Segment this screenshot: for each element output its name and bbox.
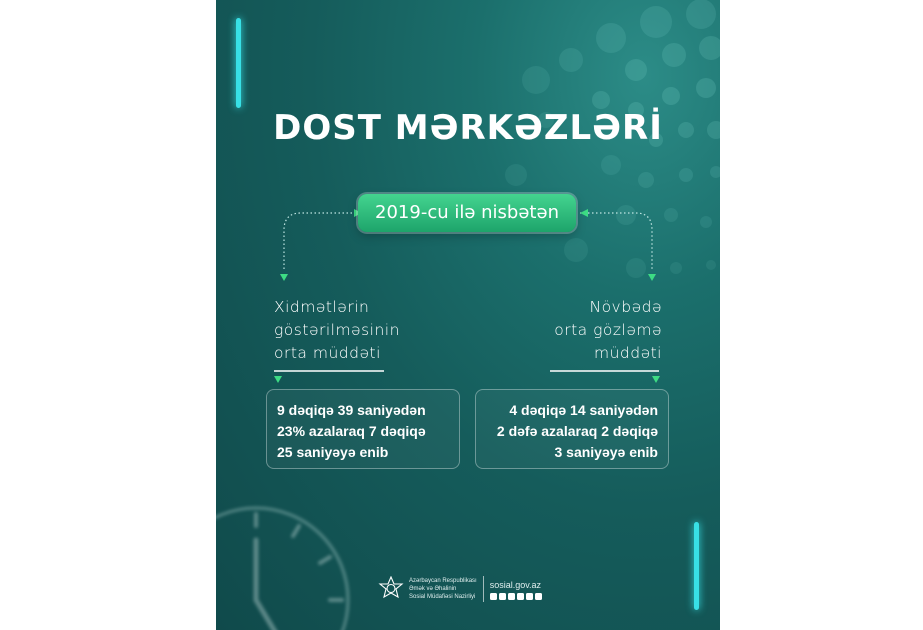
service-duration-label [274, 296, 400, 365]
queue-wait-box [475, 389, 669, 469]
service-duration-box [266, 389, 460, 469]
label-line: Xidmətlərin [274, 298, 370, 316]
value-line: 9 dəqiqə 39 saniyədən [277, 402, 426, 418]
label-line: orta müddəti [274, 344, 381, 362]
queue-wait-label [554, 296, 662, 365]
ministry-emblem-icon [378, 576, 404, 602]
ministry-name [409, 577, 477, 601]
page-title: DOST MƏRKƏZLƏRİ [273, 108, 663, 148]
label-line: Növbədə [589, 298, 662, 316]
ministry-line: Sosial Müdafiəsi Nazirliyi [409, 594, 476, 600]
value-line: 4 dəqiqə 14 saniyədən [509, 402, 658, 418]
facebook-icon[interactable] [490, 593, 497, 600]
instagram-icon[interactable] [499, 593, 506, 600]
comparison-pill: 2019-cu ilə nisbətən [358, 194, 576, 232]
ministry-line: Azərbaycan Respublikası [409, 578, 477, 584]
value-line: 2 dəfə azalaraq 2 dəqiqə [496, 423, 658, 439]
value-line: 3 saniyəyə enib [554, 444, 658, 460]
telegram-icon[interactable] [508, 593, 515, 600]
tiktok-icon[interactable] [517, 593, 524, 600]
value-line: 23% azalaraq 7 dəqiqə [277, 423, 426, 439]
linkedin-icon[interactable] [535, 593, 542, 600]
social-icons [490, 593, 542, 600]
label-line: müddəti [593, 344, 662, 362]
website-link[interactable]: sosial.gov.az [489, 579, 542, 590]
label-line: orta gözləmə [554, 321, 662, 339]
footer-links [490, 579, 542, 600]
label-line: göstərilməsinin [274, 321, 400, 339]
infographic-poster [216, 0, 720, 630]
ministry-line: Əmək və Əhalinin [409, 586, 457, 592]
youtube-icon[interactable] [526, 593, 533, 600]
footer-divider [483, 576, 484, 602]
value-line: 25 saniyəyə enib [277, 444, 389, 460]
footer [378, 572, 542, 606]
